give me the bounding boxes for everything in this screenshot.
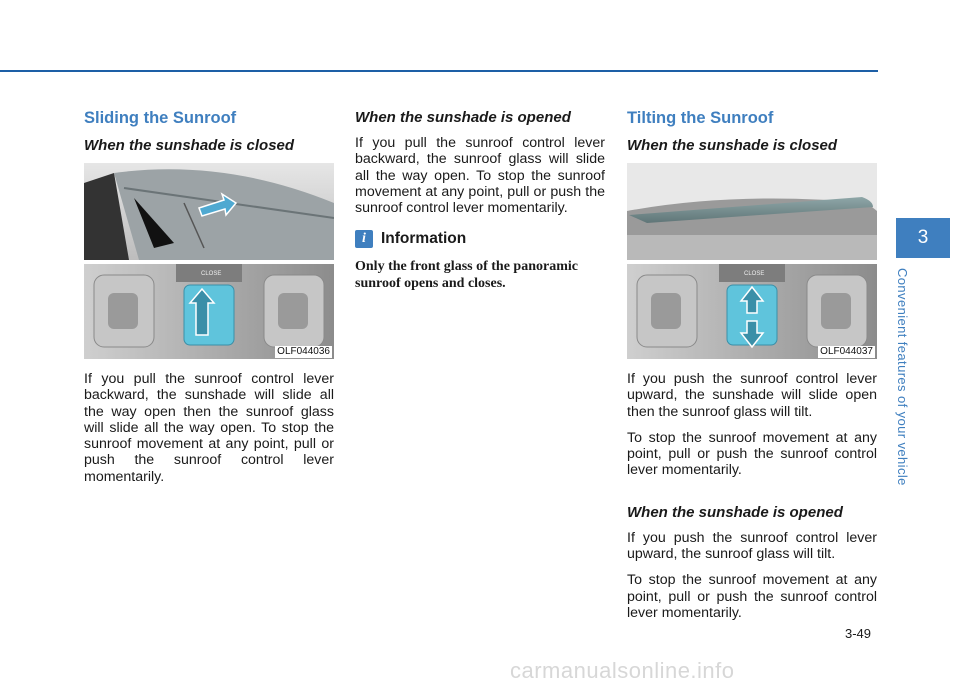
column-sliding-opened [355,108,605,292]
sliding-opened-text: If you pull the sunroof control lever backward, the sunroof glass will slide all the way open. To stop the sunroof movement at any point, pull or push the sunroof control lever momentarily. [355,135,605,217]
subtitle-tilt-sunshade-closed: When the sunshade is closed [627,137,838,154]
page-number: 3-49 [845,626,872,641]
chapter-title: Convenient features of your vehicle [895,268,910,486]
header-rule [0,70,878,72]
tilting-closed-text-2: To stop the sunroof movement at any point, pull or push the sunroof control lever momentarily. [627,429,877,479]
tilting-sunroof-illustration [627,163,877,359]
information-title: Information [381,230,467,248]
svg-text:CLOSE: CLOSE [201,271,222,277]
figure-code: OLF044037 [820,346,873,357]
sliding-closed-text: If you pull the sunroof control lever backward, the sunshade will slide all the way open then the sunroof glass will slide all the way open. To stop the sunroof movement at any point, pull or push the sunroof control lever momentarily. [84,371,334,485]
tilting-opened-text-1: If you push the sunroof control lever upward, the sunroof glass will tilt. [627,529,877,563]
subtitle-tilt-sunshade-opened: When the sunshade is opened [627,503,843,521]
section-title-tilting: Tilting the Sunroof [627,109,774,127]
tilting-opened-text-2: To stop the sunroof movement at any point, pull or push the sunroof control lever momentarily. [627,572,877,621]
svg-text:CLOSE: CLOSE [744,271,765,277]
subtitle-sunshade-closed: When the sunshade is closed [84,137,295,154]
info-icon: i [355,230,373,248]
subtitle-sunshade-opened: When the sunshade is opened [355,109,571,126]
column-tilting [627,108,877,631]
sunroof-lever [184,285,234,345]
tilting-closed-text-1: If you push the sunroof control lever upward, the sunshade will slide open then the sunroof glass will tilt. [627,371,877,420]
figure-code: OLF044036 [277,346,330,357]
figure-sliding-sunroof [84,163,334,359]
information-heading [355,230,605,248]
section-title-sliding: Sliding the Sunroof [84,109,237,127]
information-text: Only the front glass of the panoramic sunroof opens and closes. [355,259,578,292]
sliding-sunroof-illustration [84,163,334,359]
chapter-tab[interactable]: 3 [896,218,950,258]
watermark: carmanualsonline.info [510,658,735,683]
figure-tilting-sunroof [627,163,877,359]
column-sliding [84,108,334,495]
